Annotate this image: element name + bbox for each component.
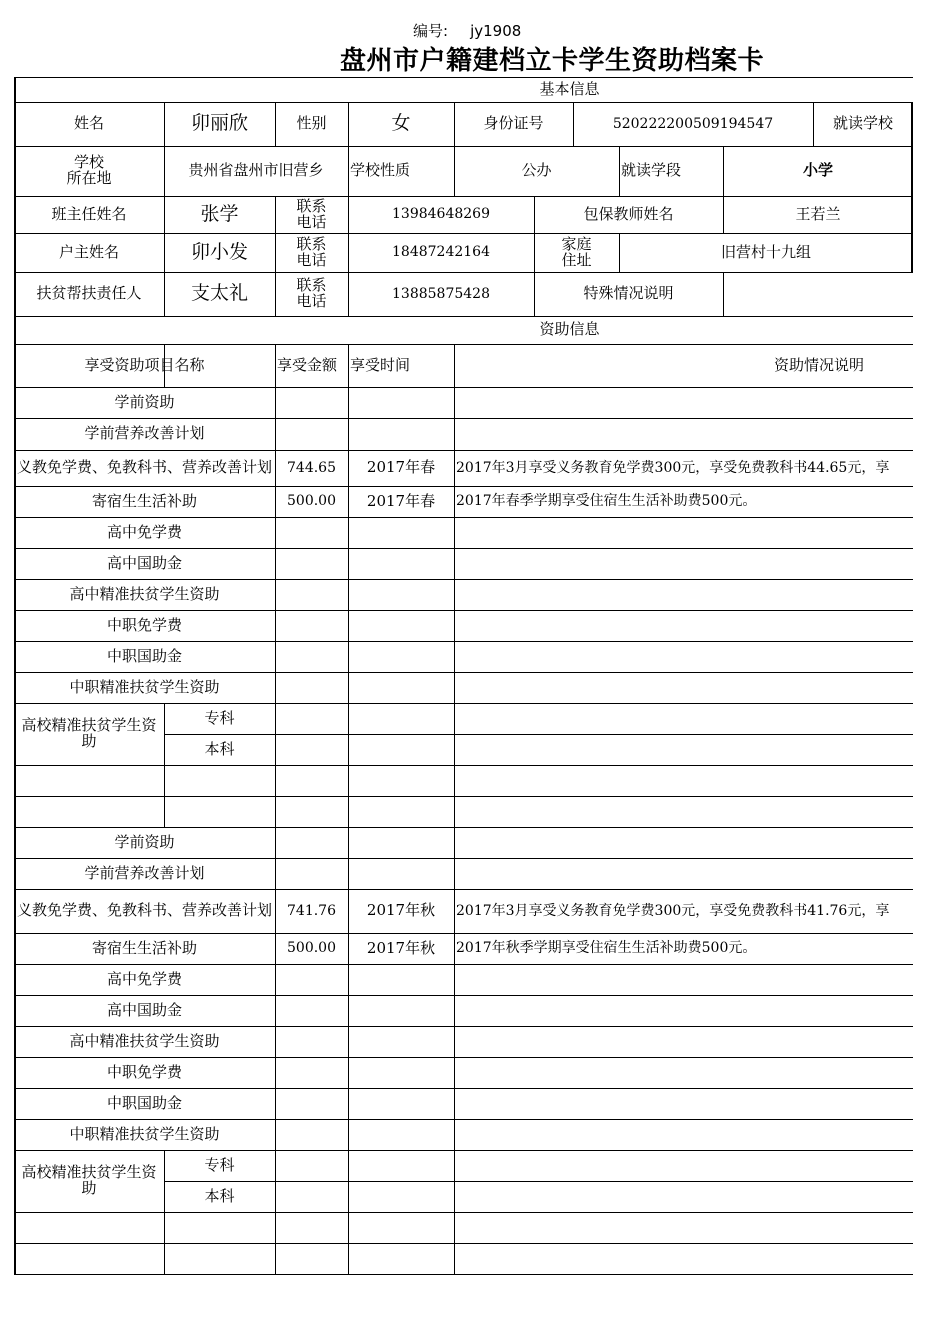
stage-value: 小学 — [802, 161, 833, 180]
aid-project-name: 学前营养改善计划 — [84, 863, 205, 882]
aid-project-name: 中职国助金 — [106, 646, 182, 665]
grid-line — [164, 1181, 913, 1182]
aid-description — [454, 641, 934, 672]
grid-line — [454, 1243, 455, 1274]
aid-project-name: 学前资助 — [114, 392, 175, 411]
aid-amount — [275, 641, 348, 672]
contact-label-line1: 联系 — [296, 276, 327, 295]
aid-amount — [275, 827, 348, 858]
aid-description — [454, 995, 934, 1026]
aid-amount: 500.00 — [287, 940, 336, 957]
contact-label-line2: 电话 — [296, 212, 327, 231]
grid-line — [275, 765, 276, 796]
aid-time: 2017年春 — [366, 458, 436, 477]
aid-col-project: 享受资助项目名称 — [84, 355, 205, 374]
aid-time — [348, 1088, 454, 1119]
aid-time — [348, 672, 454, 703]
aid-description — [454, 1088, 934, 1119]
aid-amount — [275, 1088, 348, 1119]
grid-line — [348, 1243, 349, 1274]
aid-time — [348, 610, 454, 641]
school-location-label-line2: 所在地 — [66, 169, 112, 187]
aid-description — [454, 387, 934, 418]
aid-amount — [275, 858, 348, 889]
aid-time: 2017年秋 — [366, 901, 436, 920]
aid-project-name: 中职免学费 — [106, 615, 182, 634]
id-number: 520222200509194547 — [612, 115, 774, 132]
householder-name: 卯小发 — [190, 240, 248, 263]
aid-time — [348, 995, 454, 1026]
name-label: 姓名 — [73, 114, 104, 133]
aid-project-name: 义教免学费、免教科书、营养改善计划 — [16, 458, 272, 477]
aid-description: 2017年3月享受义务教育免学费300元，享受免费教科书44.65元，享 — [456, 459, 890, 476]
record-card-table — [14, 77, 913, 1275]
aid-time — [348, 964, 454, 995]
aid-time — [348, 827, 454, 858]
aid-time — [348, 418, 454, 450]
aid-description — [454, 1119, 934, 1150]
aid-col-desc: 资助情况说明 — [773, 355, 864, 374]
contact-label-line1: 联系 — [296, 196, 327, 215]
aid-amount — [275, 610, 348, 641]
aid-project-name: 高中精准扶贫学生资助 — [69, 584, 220, 603]
grid-line — [348, 703, 349, 765]
serial-number — [413, 20, 521, 41]
contact-label-line2: 电话 — [296, 250, 327, 269]
serial-value: jy1908 — [470, 22, 522, 40]
school-location-label-line1: 学校 — [73, 153, 104, 172]
grid-line — [348, 796, 349, 827]
aid-description: 2017年秋季学期享受住宿生生活补助费500元。 — [456, 940, 757, 957]
aid-amount — [275, 418, 348, 450]
aid-project-name: 中职免学费 — [106, 1062, 182, 1081]
address-label-line1: 家庭 — [561, 234, 592, 253]
grid-line — [164, 1212, 165, 1243]
teacher-phone: 13984648269 — [392, 206, 490, 223]
grid-line — [348, 1150, 349, 1212]
aid-info-heading: 资助信息 — [539, 320, 600, 339]
school-type: 公办 — [521, 161, 552, 180]
grid-line — [454, 703, 455, 765]
basic-info-heading: 基本信息 — [539, 79, 600, 98]
grid-line — [14, 1243, 913, 1244]
aid-time — [348, 858, 454, 889]
grid-line — [164, 1243, 165, 1274]
grid-line — [14, 796, 913, 797]
grid-line — [454, 1212, 455, 1243]
aid-amount — [275, 1119, 348, 1150]
aid-description — [454, 418, 934, 450]
stage-label: 就读学段 — [621, 161, 682, 180]
aid-time — [348, 579, 454, 610]
aid-amount — [275, 995, 348, 1026]
student-name: 卯丽欣 — [190, 112, 248, 135]
householder-phone: 18487242164 — [392, 244, 490, 261]
aid-amount: 744.65 — [287, 459, 336, 476]
gender-label: 性别 — [296, 114, 327, 133]
aid-amount — [275, 579, 348, 610]
id-label: 身份证号 — [483, 114, 544, 133]
aid-description — [454, 1026, 934, 1057]
aid-time — [348, 548, 454, 579]
grid-line — [14, 1212, 913, 1213]
aid-col-amount: 享受金额 — [277, 355, 338, 374]
aid-col-time: 享受时间 — [350, 355, 411, 374]
poverty-officer-phone: 13885875428 — [392, 285, 490, 302]
mentor-name: 王若兰 — [795, 204, 841, 223]
teacher-label: 班主任姓名 — [51, 204, 127, 223]
aid-project-name: 中职精准扶贫学生资助 — [69, 677, 220, 696]
aid-description: 2017年春季学期享受住宿生生活补助费500元。 — [456, 493, 757, 510]
poverty-officer-label: 扶贫帮扶责任人 — [36, 284, 142, 303]
aid-project-name: 高中精准扶贫学生资助 — [69, 1031, 220, 1050]
grid-line — [275, 1243, 276, 1274]
page-title: 盘州市户籍建档立卡学生资助档案卡 — [340, 46, 765, 76]
school-label: 就读学校 — [832, 114, 893, 133]
aid-project-name: 高中免学费 — [106, 522, 182, 541]
aid-amount — [275, 1057, 348, 1088]
home-address: 旧营村十九组 — [720, 242, 811, 261]
aid-time: 2017年秋 — [366, 938, 436, 957]
grid-line — [454, 796, 455, 827]
aid-project-name: 高中国助金 — [106, 553, 182, 572]
aid-time — [348, 641, 454, 672]
grid-line — [348, 1212, 349, 1243]
aid-amount — [275, 517, 348, 548]
aid-project-name: 中职国助金 — [106, 1093, 182, 1112]
aid-time — [348, 1026, 454, 1057]
school-type-label: 学校性质 — [350, 161, 411, 180]
aid-project-name: 义教免学费、免教科书、营养改善计划 — [16, 901, 272, 920]
aid-time — [348, 1119, 454, 1150]
university-aid-label: 高校精准扶贫学生资助 — [21, 716, 157, 750]
contact-label-line2: 电话 — [296, 292, 327, 310]
aid-project-name: 寄宿生生活补助 — [91, 491, 197, 510]
aid-description — [454, 827, 934, 858]
grid-line — [164, 765, 165, 796]
aid-project-name: 高中国助金 — [106, 1000, 182, 1019]
aid-description — [454, 858, 934, 889]
aid-amount — [275, 1026, 348, 1057]
aid-time — [348, 517, 454, 548]
aid-description — [454, 964, 934, 995]
aid-project-name: 寄宿生生活补助 — [91, 938, 197, 957]
bachelor-label: 本科 — [204, 1186, 235, 1205]
aid-amount — [275, 387, 348, 418]
serial-label: 编号: — [413, 22, 449, 40]
aid-description — [454, 610, 934, 641]
grid-line — [275, 1150, 276, 1212]
aid-amount — [275, 672, 348, 703]
aid-description: 2017年3月享受义务教育免学费300元，享受免费教科书41.76元，享 — [456, 902, 890, 919]
junior-college-label: 专科 — [204, 708, 235, 727]
aid-amount — [275, 548, 348, 579]
aid-time — [348, 387, 454, 418]
aid-description — [454, 548, 934, 579]
aid-project-name: 中职精准扶贫学生资助 — [69, 1124, 220, 1143]
aid-project-name: 学前营养改善计划 — [84, 424, 205, 443]
aid-table — [14, 77, 913, 1275]
aid-time: 2017年春 — [366, 491, 436, 510]
special-label: 特殊情况说明 — [583, 284, 674, 303]
aid-description — [454, 579, 934, 610]
grid-line — [275, 1212, 276, 1243]
grid-line — [275, 796, 276, 827]
aid-project-name: 高中免学费 — [106, 969, 182, 988]
contact-label-line1: 联系 — [296, 234, 327, 253]
aid-amount: 500.00 — [287, 493, 336, 510]
grid-line — [348, 765, 349, 796]
address-label-line2: 住址 — [561, 250, 592, 269]
gender-value: 女 — [391, 112, 411, 135]
aid-amount — [275, 964, 348, 995]
grid-line — [164, 734, 913, 735]
aid-project-name: 学前资助 — [114, 832, 175, 851]
bachelor-label: 本科 — [204, 739, 235, 758]
mentor-label: 包保教师姓名 — [583, 204, 674, 223]
aid-time — [348, 1057, 454, 1088]
poverty-officer-name: 支太礼 — [190, 282, 248, 305]
school-location: 贵州省盘州市旧营乡 — [188, 161, 324, 180]
householder-label: 户主姓名 — [58, 242, 119, 261]
junior-college-label: 专科 — [204, 1155, 235, 1174]
grid-line — [454, 765, 455, 796]
grid-line — [275, 703, 276, 765]
aid-description — [454, 672, 934, 703]
grid-line — [14, 765, 913, 766]
aid-amount: 741.76 — [287, 902, 336, 919]
aid-description — [454, 517, 934, 548]
university-aid-label: 高校精准扶贫学生资助 — [21, 1163, 157, 1197]
grid-line — [454, 1150, 455, 1212]
grid-line — [14, 1274, 913, 1275]
teacher-name: 张学 — [200, 202, 239, 225]
aid-description — [454, 1057, 934, 1088]
grid-line — [164, 796, 165, 827]
